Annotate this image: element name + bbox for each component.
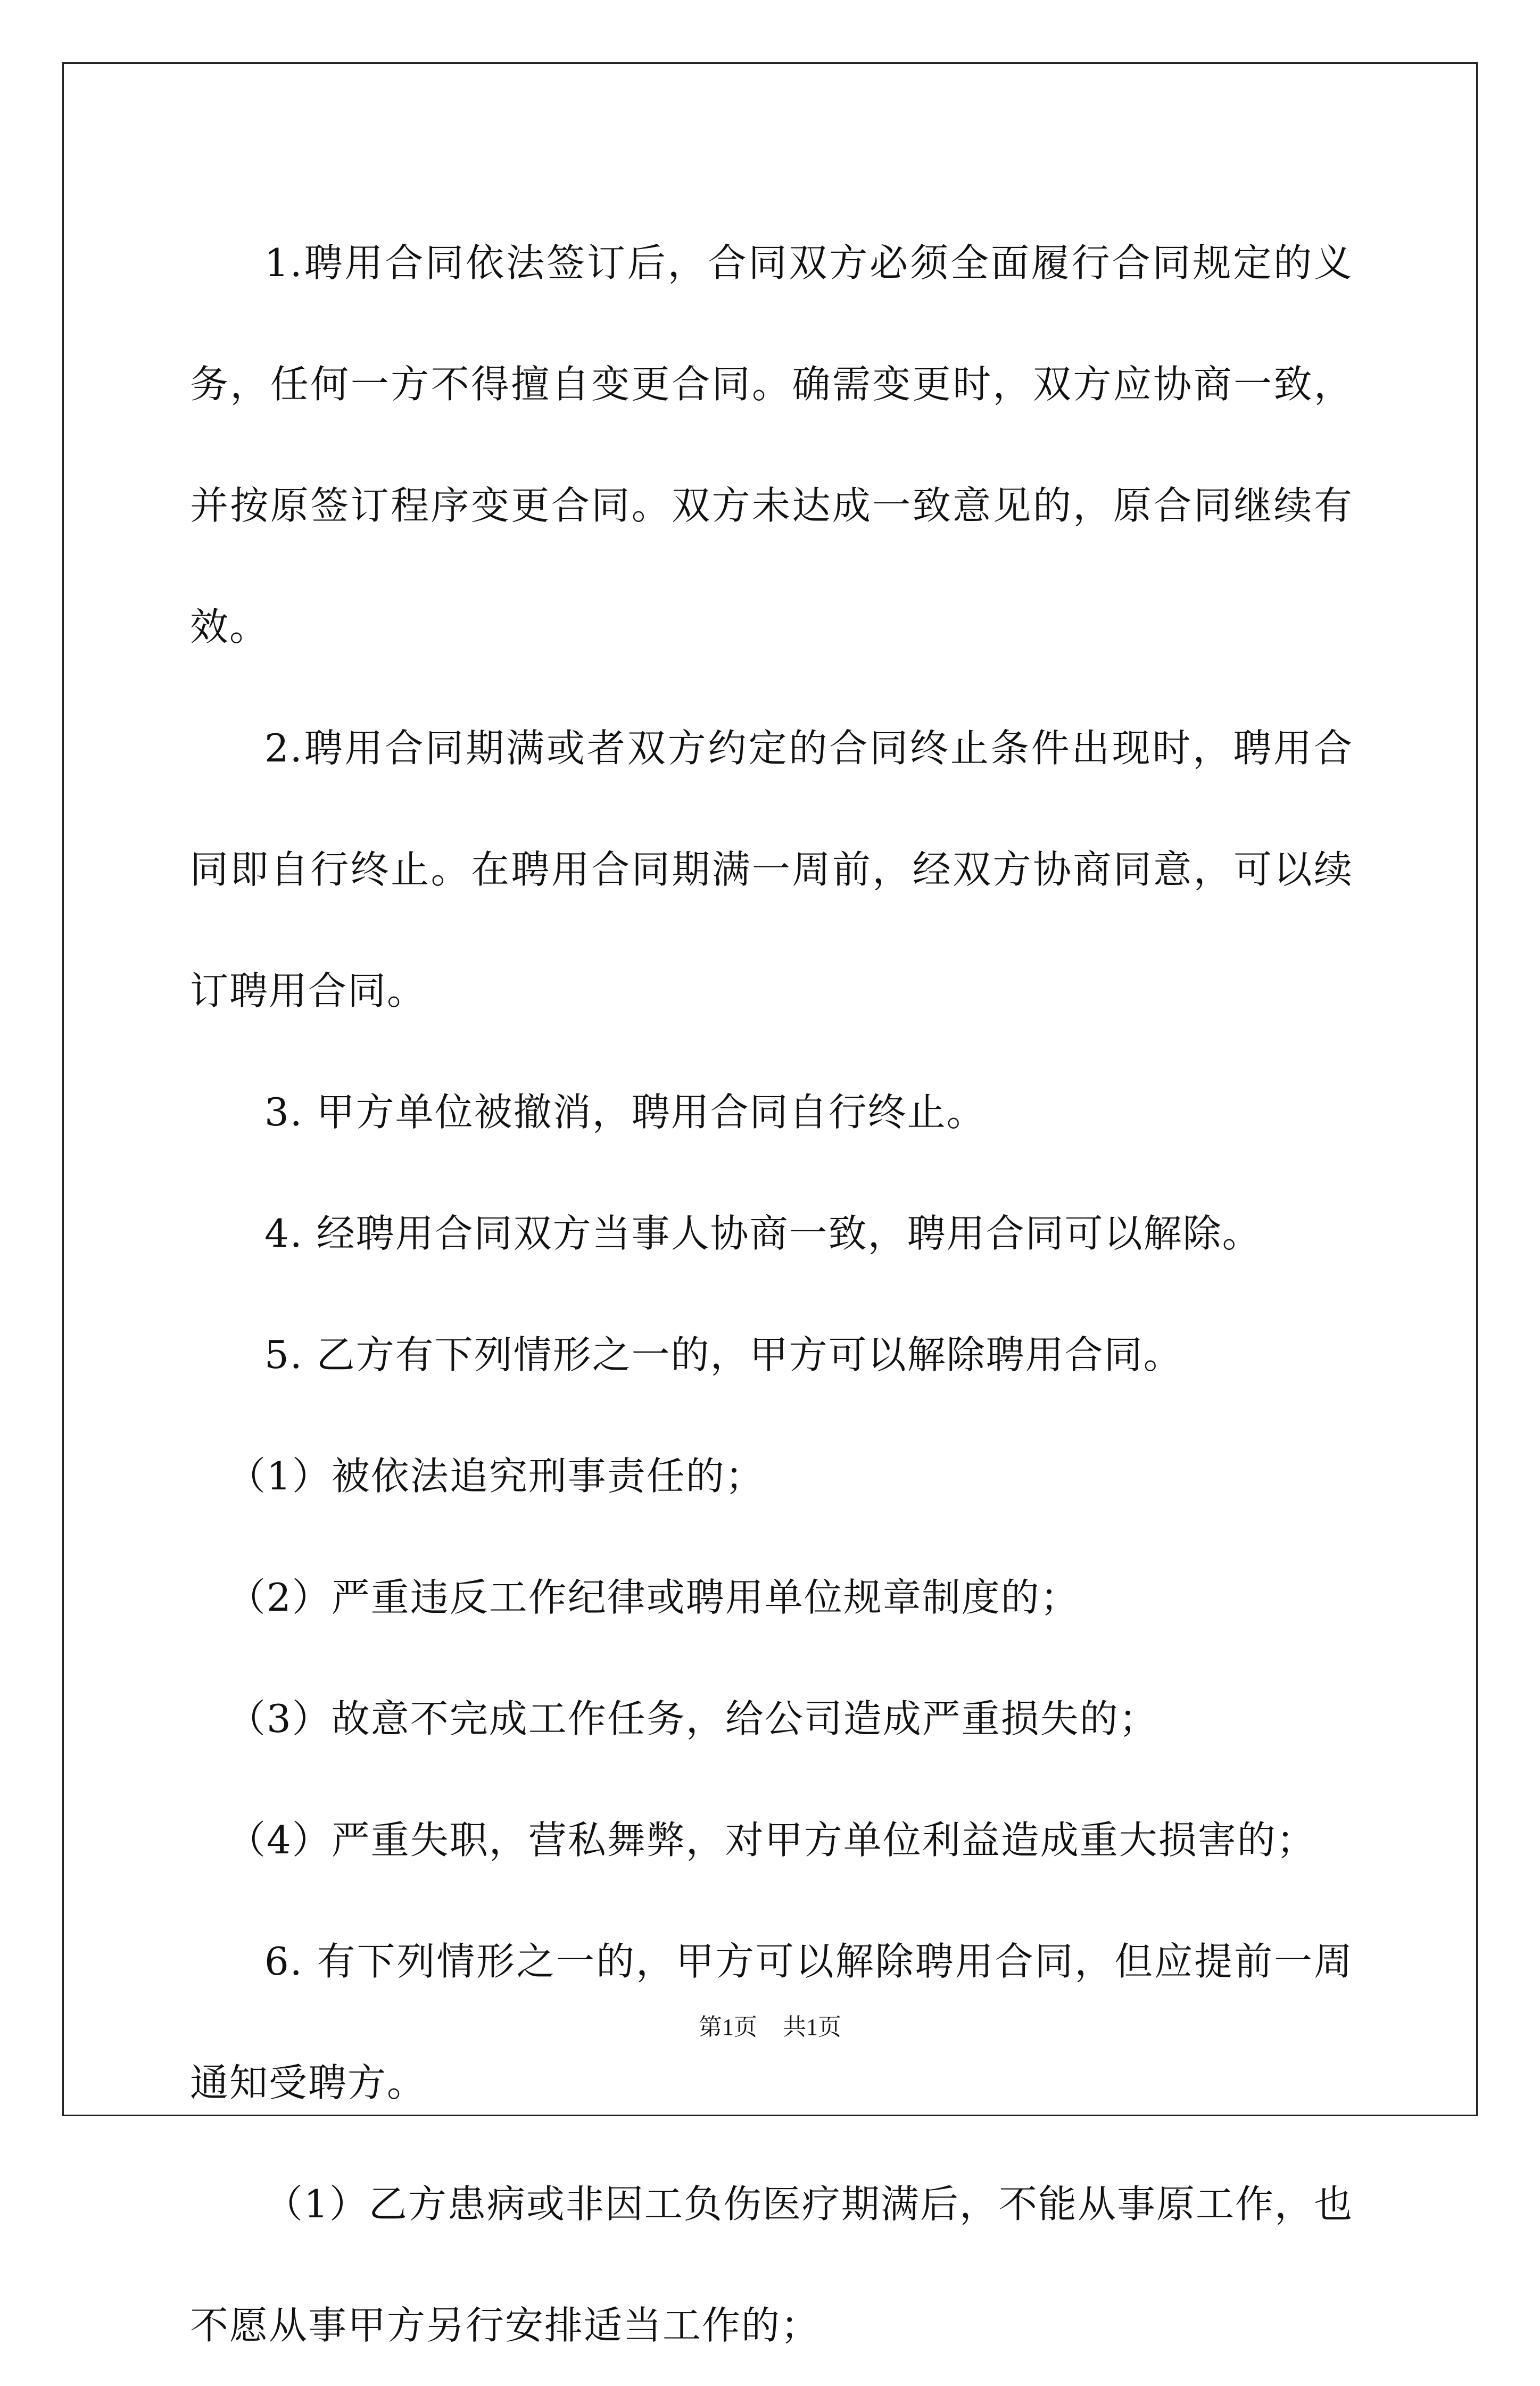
paragraph-6: 6. 有下列情形之一的，甲方可以解除聘用合同，但应提前一周通知受聘方。 (190, 1939, 1353, 2105)
paragraph-2: 2.聘用合同期满或者双方约定的合同终止条件出现时，聘用合同即自行终止。在聘用合同期满一周前，经双方协商同意，可以续订聘用合同。 (190, 726, 1353, 1013)
paragraph-1: 1.聘用合同依法签订后，合同双方必须全面履行合同规定的义务，任何一方不得擅自变更合同。确需变更时，双方应协商一致，并按原签订程序变更合同。双方未达成一致意见的，原合同继续有效。 (190, 241, 1353, 649)
paragraph-4: 4. 经聘用合同双方当事人协商一致，聘用合同可以解除。 (264, 1211, 1262, 1256)
paragraph-5: 5. 乙方有下列情形之一的，甲方可以解除聘用合同。 (264, 1332, 1183, 1377)
paragraph-3: 3. 甲方单位被撤消，聘用合同自行终止。 (264, 1090, 986, 1134)
page-number: 第1页 (699, 2014, 757, 2040)
list-item-5-3: （3）故意不完成工作任务，给公司造成严重损失的； (227, 1696, 1158, 1741)
document-body (190, 202, 1353, 2386)
page-footer (0, 2011, 1540, 2043)
page-total: 共1页 (783, 2014, 841, 2040)
list-item-5-2: （2）严重违反工作纪律或聘用单位规章制度的； (227, 1575, 1080, 1620)
list-item-5-4: （4）严重失职，营私舞弊，对甲方单位利益造成重大损害的； (227, 1818, 1316, 1862)
list-item-6-1: （1）乙方患病或非因工负伤医疗期满后，不能从事原工作，也不愿从事甲方另行安排适当工作的； (190, 2182, 1353, 2348)
list-item-5-1: （1）被依法追究刑事责任的； (227, 1454, 765, 1498)
